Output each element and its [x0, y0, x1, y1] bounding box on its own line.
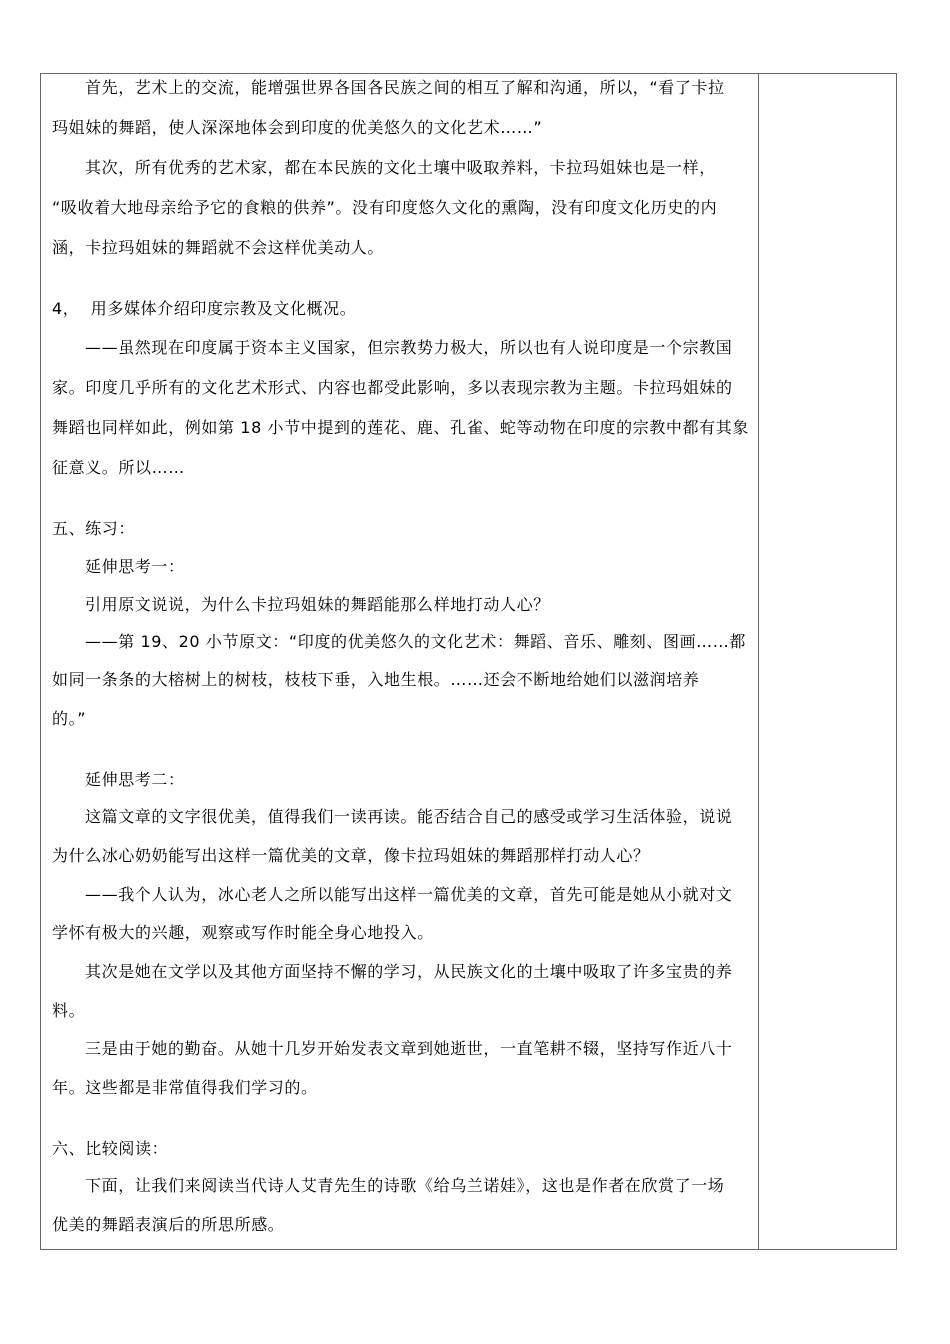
section-heading: 4， 用多媒体介绍印度宗教及文化概况。 [52, 299, 357, 318]
text-line: 年。这些都是非常值得我们学习的。 [52, 1078, 318, 1097]
subheading: 延伸思考二： [85, 770, 185, 789]
text-line: 其次，所有优秀的艺术家，都在本民族的文化土壤中吸取养料，卡拉玛姐妹也是一样， [85, 158, 716, 177]
text-line: 下面，让我们来阅读当代诗人艾青先生的诗歌《给乌兰诺娃》，这也是作者在欣赏了一场 [85, 1176, 725, 1195]
text-line: 涵，卡拉玛姐妹的舞蹈就不会这样优美动人。 [52, 238, 385, 257]
subheading: 延伸思考一： [85, 557, 185, 576]
text-line: “吸收着大地母亲给予它的食粮的供养”。没有印度悠久文化的熏陶，没有印度文化历史的内 [52, 198, 718, 217]
column-divider [758, 73, 759, 1250]
text-line: 如同一条条的大榕树上的树枝，枝枝下垂，入地生根。……还会不断地给她们以滋润培养 [52, 670, 700, 689]
text-line: 学怀有极大的兴趣，观察或写作时能全身心地投入。 [52, 923, 434, 942]
text-line: 首先，艺术上的交流，能增强世界各国各民族之间的相互了解和沟通，所以，“看了卡拉 [85, 78, 725, 97]
text-line: 的。” [52, 709, 87, 728]
text-line: ——虽然现在印度属于资本主义国家，但宗教势力极大，所以也有人说印度是一个宗教国 [85, 338, 733, 357]
text-line: 引用原文说说，为什么卡拉玛姐妹的舞蹈能那么样地打动人心？ [85, 595, 550, 614]
text-line: 这篇文章的文字很优美，值得我们一读再读。能否结合自己的感受或学习生活体验，说说 [85, 807, 733, 826]
text-line: 舞蹈也同样如此，例如第 18 小节中提到的莲花、鹿、孔雀、蛇等动物在印度的宗教中都有其象 [52, 418, 749, 437]
text-line: 征意义。所以…… [52, 458, 185, 477]
text-line: 优美的舞蹈表演后的所思所感。 [52, 1215, 285, 1234]
section-heading: 五、练习： [52, 519, 136, 538]
text-line: ——我个人认为，冰心老人之所以能写出这样一篇优美的文章，首先可能是她从小就对文 [85, 885, 733, 904]
text-line: 其次是她在文学以及其他方面坚持不懈的学习，从民族文化的土壤中吸取了许多宝贵的养 [85, 962, 733, 981]
text-line: 料。 [52, 1001, 86, 1020]
text-line: 为什么冰心奶奶能写出这样一篇优美的文章，像卡拉玛姐妹的舞蹈那样打动人心？ [52, 846, 650, 865]
text-line: ——第 19、20 小节原文：“印度的优美悠久的文化艺术：舞蹈、音乐、雕刻、图画……都 [85, 632, 746, 651]
section-heading: 六、比较阅读： [52, 1139, 169, 1158]
text-line: 三是由于她的勤奋。从她十几岁开始发表文章到她逝世，一直笔耕不辍，坚持写作近八十 [85, 1039, 733, 1058]
text-line: 家。印度几乎所有的文化艺术形式、内容也都受此影响，多以表现宗教为主题。卡拉玛姐妹的 [52, 378, 733, 397]
text-line: 玛姐妹的舞蹈，使人深深地体会到印度的优美悠久的文化艺术……” [52, 118, 543, 137]
